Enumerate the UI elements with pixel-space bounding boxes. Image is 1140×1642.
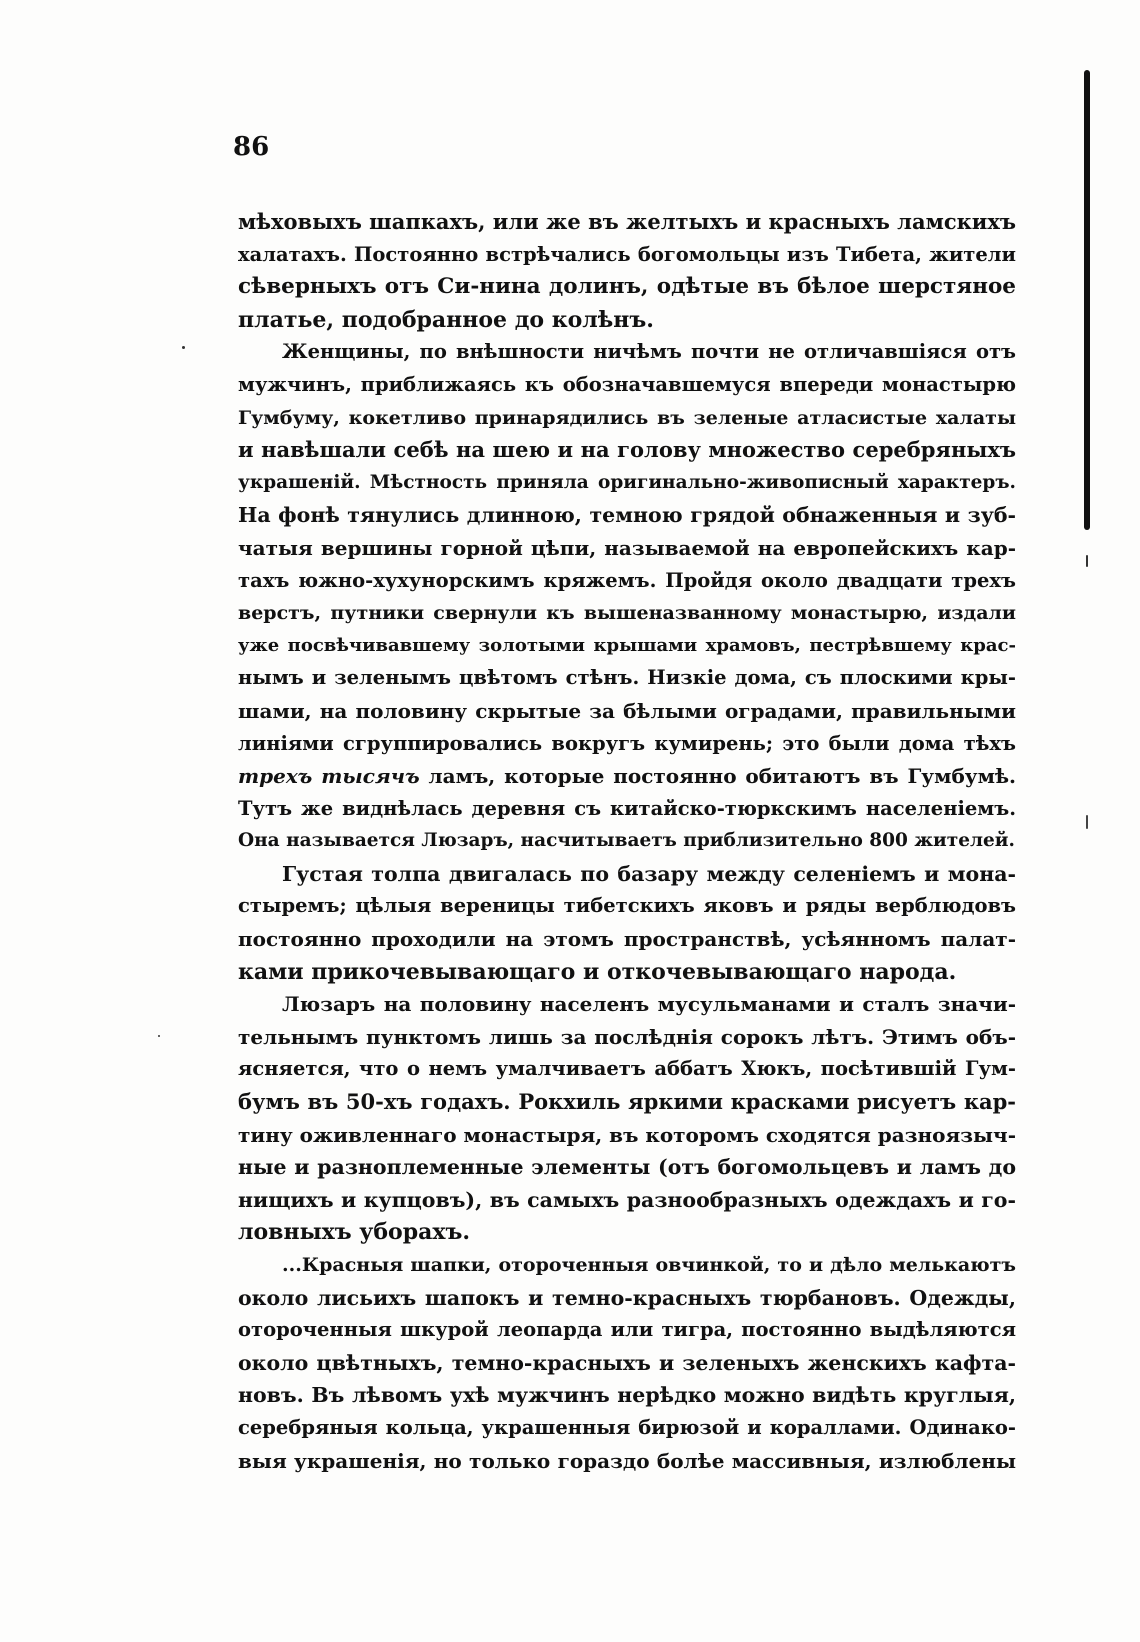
text-line: стыремъ; цѣлыя вереницы тибетскихъ яковъ и ряды верблюдовъ xyxy=(238,894,1016,918)
text-line: уже посвѣчивавшему золотыми крышами храмовъ, пестрѣвшему крас- xyxy=(238,634,1016,656)
text-line: тину оживленнаго монастыря, въ которомъ сходятся разноязыч- xyxy=(238,1122,1016,1147)
text-line: постоянно проходили на этомъ пространствѣ, усѣянномъ палат- xyxy=(238,927,1016,952)
text-line: и навѣшали себѣ на шею и на голову множество серебряныхъ xyxy=(238,437,1016,463)
text-line: тахъ южно-хухунорскимъ кряжемъ. Пройдя около двадцати трехъ xyxy=(238,568,1016,592)
text-line: Густая толпа двигалась по базару между селеніемъ и мона- xyxy=(282,861,1016,886)
body-text xyxy=(238,206,1016,1477)
text-line: Гумбуму, кокетливо принарядились въ зеленые атласистые халаты xyxy=(238,406,1016,429)
paragraph-2 xyxy=(238,336,1016,858)
text-line: нищихъ и купцовъ), въ самыхъ разнообразныхъ одеждахъ и го- xyxy=(238,1187,1016,1212)
text-line: верстъ, путники свернули къ вышеназванному монастырю, издали xyxy=(238,602,1016,625)
text-line: халатахъ. Постоянно встрѣчались богомольцы изъ Тибета, жители xyxy=(238,242,1016,266)
text-line: около лисьихъ шапокъ и темно-красныхъ тюрбановъ. Одежды, xyxy=(238,1285,1016,1310)
text-line: ...Красныя шапки, отороченныя овчинкой, то и дѣло мелькаютъ xyxy=(282,1254,1016,1276)
text-line: ловныхъ уборахъ. xyxy=(238,1219,470,1246)
text-line: На фонѣ тянулись длинною, темною грядой обнаженныя и зуб- xyxy=(238,503,1016,528)
text-line: линіями сгруппировались вокругъ кумирень; это были дома тѣхъ xyxy=(238,731,1016,755)
text-line: около цвѣтныхъ, темно-красныхъ и зеленыхъ женскихъ кафта- xyxy=(238,1350,1016,1375)
text-line: ками прикочевывающаго и откочевывающаго народа. xyxy=(238,958,957,985)
text-line: Тутъ же виднѣлась деревня съ китайско-тюркскимъ населеніемъ. xyxy=(238,796,1016,820)
text-line: шами, на половину скрытые за бѣлыми оградами, правильными xyxy=(238,698,1016,723)
page-edge-mark xyxy=(1084,70,1090,530)
scan-speck xyxy=(158,1035,160,1037)
text-line: бумъ въ 50-хъ годахъ. Рокхиль яркими красками рисуетъ кар- xyxy=(238,1089,1016,1115)
text-line-italic xyxy=(238,760,1016,793)
text-line: выя украшенія, но только гораздо болѣе массивныя, излюблены xyxy=(238,1448,1016,1473)
text-fragment: ламъ, которые постоянно обитаютъ въ Гумбумѣ. xyxy=(419,764,1016,789)
paragraph-1 xyxy=(238,206,1016,336)
text-line: ясняется, что о немъ умалчиваетъ аббатъ Хюкъ, посѣтившій Гум- xyxy=(238,1057,1016,1081)
text-line: серебряныя кольца, украшенныя бирюзой и кораллами. Одинако- xyxy=(238,1415,1016,1439)
text-line: чатыя вершины горной цѣпи, называемой на европейскихъ кар- xyxy=(238,535,1016,560)
text-line: украшеній. Мѣстность приняла оригинально-живописный характеръ. xyxy=(238,471,1016,493)
scan-speck xyxy=(182,346,185,349)
italic-phrase: трехъ тысячъ xyxy=(238,764,420,789)
text-line: мѣховыхъ шапкахъ, или же въ желтыхъ и красныхъ ламскихъ xyxy=(238,209,1016,234)
paragraph-5 xyxy=(238,1249,1016,1477)
text-line: Люзаръ на половину населенъ мусульманами и сталъ значи- xyxy=(282,992,1016,1017)
text-line: Она называется Люзаръ, насчитываетъ приблизительно 800 жителей. xyxy=(238,830,1015,852)
text-line: тельнымъ пунктомъ лишь за послѣднія сорокъ лѣтъ. Этимъ объ- xyxy=(238,1024,1016,1049)
page-edge-mark xyxy=(1086,815,1088,829)
paragraph-3 xyxy=(238,858,1016,988)
text-line: ные и разноплеменные элементы (отъ богомольцевъ и ламъ до xyxy=(238,1155,1016,1180)
text-line: нымъ и зеленымъ цвѣтомъ стѣнъ. Низкіе дома, съ плоскими кры- xyxy=(238,666,1016,690)
paragraph-4 xyxy=(238,988,1016,1249)
text-line: мужчинъ, приближаясь къ обозначавшемуся впереди монастырю xyxy=(238,372,1016,396)
text-line: сѣверныхъ отъ Си-нина долинъ, одѣтые въ бѣлое шерстяное xyxy=(238,274,1016,300)
text-line: новъ. Въ лѣвомъ ухѣ мужчинъ нерѣдко можно видѣть круглыя, xyxy=(238,1383,1016,1408)
text-line: отороченныя шкурой леопарда или тигра, постоянно выдѣляются xyxy=(238,1318,1016,1342)
text-line: платье, подобранное до колѣнъ. xyxy=(238,306,654,333)
page-edge-mark xyxy=(1086,555,1088,567)
page-number: 86 xyxy=(233,132,270,162)
text-line: Женщины, по внѣшности ничѣмъ почти не отличавшіяся отъ xyxy=(282,340,1016,364)
